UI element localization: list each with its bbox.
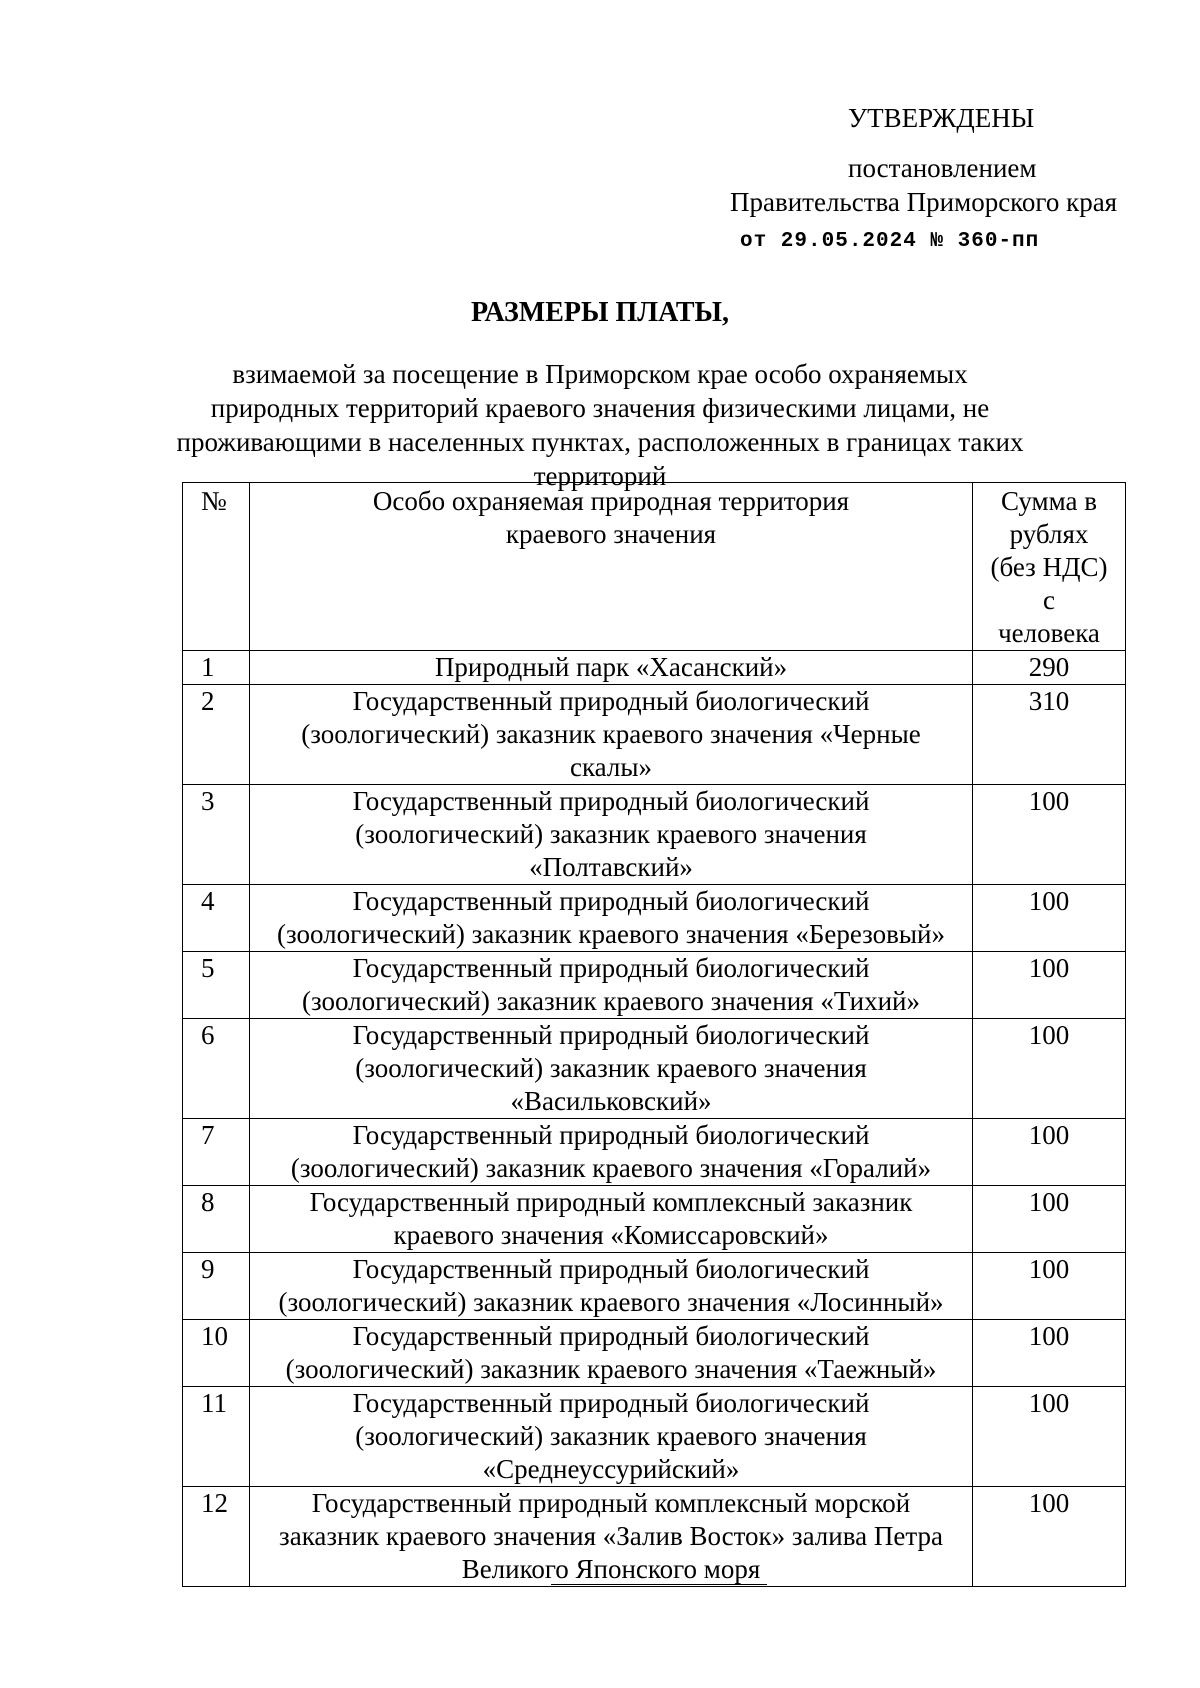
row-number: 2 — [183, 685, 250, 785]
government-label: Правительства Приморского края — [730, 187, 1118, 217]
row-number: 5 — [183, 952, 250, 1019]
row-number: 3 — [183, 785, 250, 885]
row-number: 7 — [183, 1119, 250, 1186]
row-sum: 100 — [973, 1487, 1126, 1587]
row-territory-cell — [250, 651, 973, 685]
row-territory-name: Государственный природный комплексный заказник краевого значения «Комиссаровский» — [309, 1187, 913, 1250]
row-sum: 100 — [973, 1253, 1126, 1320]
table-row — [183, 1253, 1126, 1320]
row-territory-name: Государственный природный биологический (зоологический) заказник краевого значения «Горалий» — [290, 1120, 932, 1183]
header-territory-text: Особо охраняемая природная территория краевого значения — [372, 486, 850, 549]
table-row — [183, 685, 1126, 785]
row-territory-cell — [250, 1019, 973, 1119]
table-row — [183, 785, 1126, 885]
row-territory-cell — [250, 1186, 973, 1253]
closing-divider — [551, 1584, 767, 1585]
row-territory-cell — [250, 1487, 973, 1587]
row-territory-cell — [250, 952, 973, 1019]
row-sum: 100 — [973, 785, 1126, 885]
fees-table — [182, 482, 1126, 1587]
row-sum: 100 — [973, 885, 1126, 952]
resolution-label: постановлением — [848, 153, 1037, 183]
row-territory-cell — [250, 1119, 973, 1186]
row-sum: 100 — [973, 1320, 1126, 1387]
table-body — [183, 651, 1126, 1587]
row-territory-name: Государственный природный биологический (зоологический) заказник краевого значения «Таежный» — [285, 1321, 937, 1384]
table-row — [183, 1186, 1126, 1253]
table-header-row — [183, 483, 1126, 651]
document-title: РАЗМЕРЫ ПЛАТЫ, — [470, 297, 730, 328]
header-number: № — [183, 483, 250, 651]
row-territory-cell — [250, 1387, 973, 1487]
table-row — [183, 1387, 1126, 1487]
row-sum: 310 — [973, 685, 1126, 785]
row-sum: 100 — [973, 952, 1126, 1019]
row-number: 10 — [183, 1320, 250, 1387]
table-row — [183, 1320, 1126, 1387]
row-territory-name: Государственный природный биологический (зоологический) заказник краевого значения «Лосинный» — [278, 1254, 944, 1317]
row-territory-name: Государственный природный биологический (зоологический) заказник краевого значения «Березовый» — [277, 886, 945, 949]
header-territory — [250, 483, 973, 651]
row-territory-name: Государственный природный биологический (зоологический) заказник краевого значения «Тихий» — [301, 953, 920, 1016]
document-subtitle: взимаемой за посещение в Приморском крае особо охраняемых природных территорий краевого значения физическими лицами, не проживающими в населенных пунктах, расположенных в границах таких территорий — [176, 359, 1024, 491]
row-territory-cell — [250, 785, 973, 885]
header-sum — [973, 483, 1126, 651]
row-number: 4 — [183, 885, 250, 952]
row-number: 6 — [183, 1019, 250, 1119]
row-number: 1 — [183, 651, 250, 685]
table-row — [183, 1119, 1126, 1186]
approved-heading: УТВЕРЖДЕНЫ — [848, 103, 1035, 133]
row-territory-name: Государственный природный биологический (зоологический) заказник краевого значения «Полтавский» — [352, 786, 870, 882]
row-territory-name: Государственный природный биологический (зоологический) заказник краевого значения «Васильковский» — [352, 1020, 870, 1116]
row-territory-cell — [250, 1253, 973, 1320]
row-sum: 100 — [973, 1186, 1126, 1253]
row-territory-name: Государственный природный биологический (зоологический) заказник краевого значения «Среднеуссурийский» — [352, 1388, 870, 1484]
header-sum-text: Сумма в рублях (без НДС) с человека — [990, 486, 1108, 648]
row-territory-name: Государственный природный комплексный морской заказник краевого значения «Залив Восток» залива Петра Великого Японского моря — [279, 1488, 943, 1584]
row-territory-cell — [250, 685, 973, 785]
row-number: 11 — [183, 1387, 250, 1487]
row-territory-name: Природный парк «Хасанский» — [434, 652, 788, 682]
table-row — [183, 1019, 1126, 1119]
row-number: 8 — [183, 1186, 250, 1253]
table-row — [183, 952, 1126, 1019]
table-row — [183, 651, 1126, 685]
row-number: 9 — [183, 1253, 250, 1320]
row-sum: 100 — [973, 1119, 1126, 1186]
row-territory-name: Государственный природный биологический (зоологический) заказник краевого значения «Черные скалы» — [301, 686, 921, 782]
row-territory-cell — [250, 885, 973, 952]
row-sum: 100 — [973, 1019, 1126, 1119]
table-row — [183, 1487, 1126, 1587]
row-sum: 100 — [973, 1387, 1126, 1487]
row-territory-cell — [250, 1320, 973, 1387]
row-sum: 290 — [973, 651, 1126, 685]
resolution-date-number: от 29.05.2024 № 360-пп — [740, 230, 1040, 253]
table-row — [183, 885, 1126, 952]
row-number: 12 — [183, 1487, 250, 1587]
